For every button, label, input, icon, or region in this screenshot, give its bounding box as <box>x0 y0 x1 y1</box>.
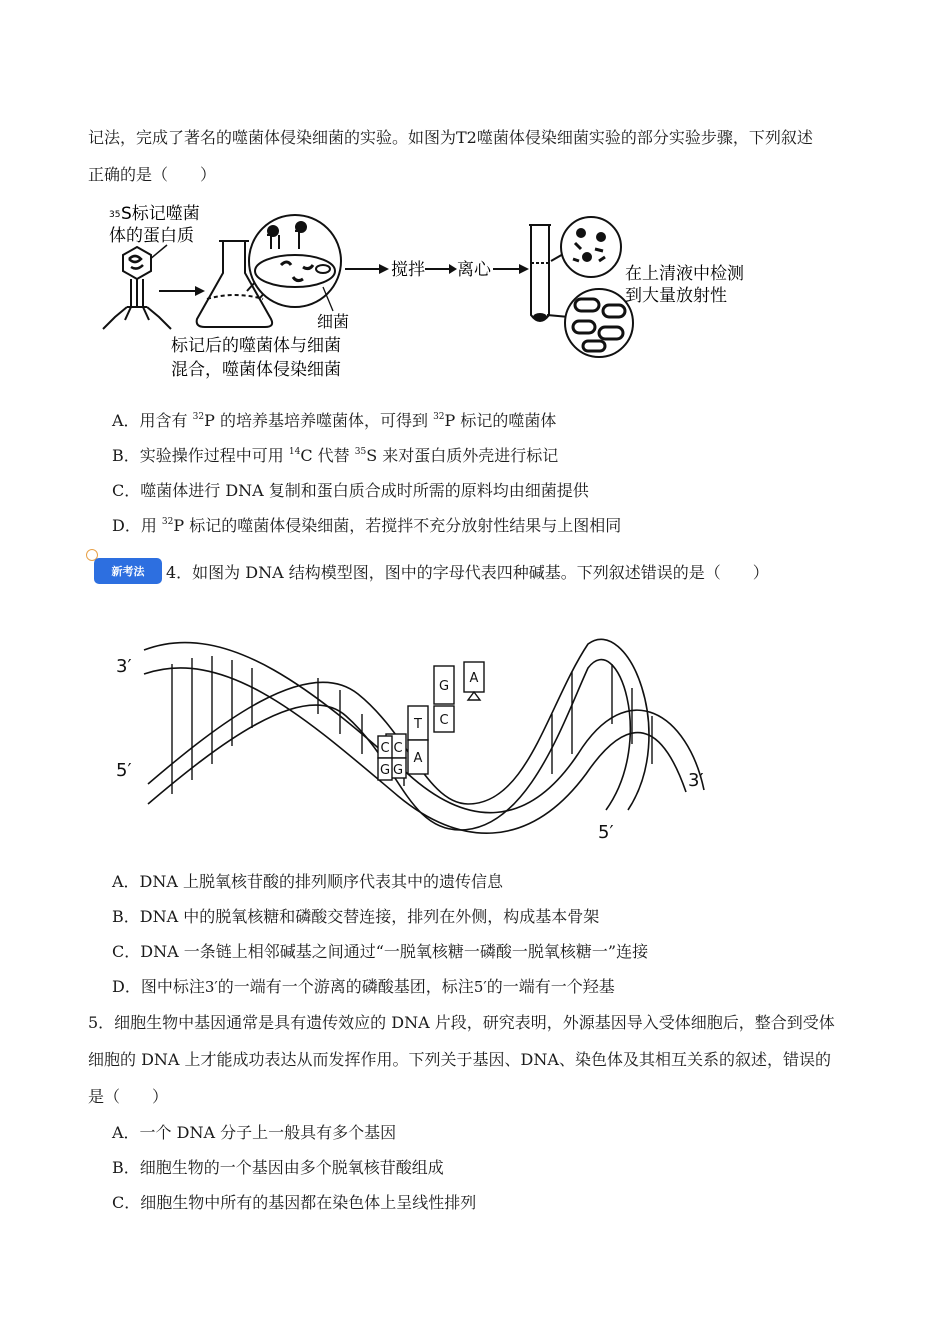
q5-stem-line-1: 5．细胞生物中基因通常是具有遗传效应的 DNA 片段，研究表明，外源基因导入受体细胞后，整合到受体 <box>88 1013 835 1032</box>
phage-icon <box>103 247 171 329</box>
q5-option-b: B．细胞生物的一个基因由多个脱氧核苷酸组成 <box>112 1158 444 1177</box>
dna-helix-figure <box>108 624 728 844</box>
end-left-top: 3′ <box>116 656 132 677</box>
q3-stem-line-2: 正确的是（ ） <box>88 165 217 184</box>
label-detect-line2: 到大量放射性 <box>625 286 727 306</box>
phage-experiment-figure <box>95 195 765 385</box>
q4-option-a: A．DNA 上脱氧核苷酸的排列顺序代表其中的遗传信息 <box>112 872 504 891</box>
q4-option-b: B．DNA 中的脱氧核糖和磷酸交替连接，排列在外侧，构成基本骨架 <box>112 907 600 926</box>
end-right: 3′ <box>688 770 704 791</box>
label-mix-line2: 混合，噬菌体侵染细菌 <box>171 360 341 380</box>
base-g-left: G <box>379 763 391 778</box>
label-bacteria: 细菌 <box>317 312 350 331</box>
s35-superscript: 35 <box>109 210 121 220</box>
label-stir: 搅拌 <box>391 260 425 280</box>
base-g-pair: G <box>392 763 404 778</box>
base-a-bottom: A <box>413 751 423 766</box>
label-s35-marked: S标记噬菌 <box>121 204 200 224</box>
q3-option-c: C．噬菌体进行 DNA 复制和蛋白质合成时所需的原料均由细菌提供 <box>112 481 589 500</box>
label-s35-line2: 体的蛋白质 <box>109 226 194 246</box>
end-left-bottom: 5′ <box>116 760 132 781</box>
q3-option-d: D．用 $^{32}$P 标记的噬菌体侵染细菌，若搅拌不充分放射性结果与上图相同 <box>112 516 622 535</box>
q4-stem: 4．如图为 DNA 结构模型图，图中的字母代表四种碱基。下列叙述错误的是（ ） <box>166 563 769 582</box>
new-exam-method-badge: 新考法 <box>94 558 162 584</box>
q5-option-c: C．细胞生物中所有的基因都在染色体上呈线性排列 <box>112 1193 477 1212</box>
test-tube-icon <box>529 225 551 321</box>
label-mix-line1: 标记后的噬菌体与细菌 <box>171 336 341 356</box>
base-c-right: C <box>439 713 449 728</box>
base-g: G <box>438 679 450 694</box>
base-t: T <box>414 717 422 732</box>
q5-stem-line-3: 是（ ） <box>88 1087 169 1106</box>
label-centrifuge: 离心 <box>457 260 491 280</box>
q3-stem-line-1: 记法，完成了著名的噬菌体侵染细菌的实验。如图为T2噬菌体侵染细菌实验的部分实验步骤，下列叙述 <box>88 128 813 147</box>
q3-option-b: B．实验操作过程中可用 $^{14}$C 代替 $^{35}$S 来对蛋白质外壳进行标记 <box>112 446 559 465</box>
end-bottom: 5′ <box>598 822 614 843</box>
pellet-zoom-icon <box>547 289 633 357</box>
base-c-pair: C <box>393 741 403 756</box>
label-detect-line1: 在上清液中检测 <box>625 264 744 284</box>
supernatant-zoom-icon <box>551 217 621 277</box>
q4-option-c: C．DNA 一条链上相邻碱基之间通过“一脱氧核糖一磷酸一脱氧核糖一”连接 <box>112 942 649 961</box>
q3-option-a: A．用含有 $^{32}$P 的培养基培养噬菌体，可得到 $^{32}$P 标记的噬菌体 <box>112 411 557 430</box>
q5-stem-line-2: 细胞的 DNA 上才能成功表达从而发挥作用。下列关于基因、DNA、染色体及其相互关系的叙述，错误的 <box>88 1050 831 1069</box>
q5-option-a: A．一个 DNA 分子上一般具有多个基因 <box>112 1123 397 1142</box>
base-a-top: A <box>469 671 479 686</box>
zoom-infection-icon <box>247 215 341 307</box>
base-c-left: C <box>380 741 390 756</box>
q4-option-d: D．图中标注3′的一端有一个游离的磷酸基团，标注5′的一端有一个羟基 <box>112 977 615 996</box>
